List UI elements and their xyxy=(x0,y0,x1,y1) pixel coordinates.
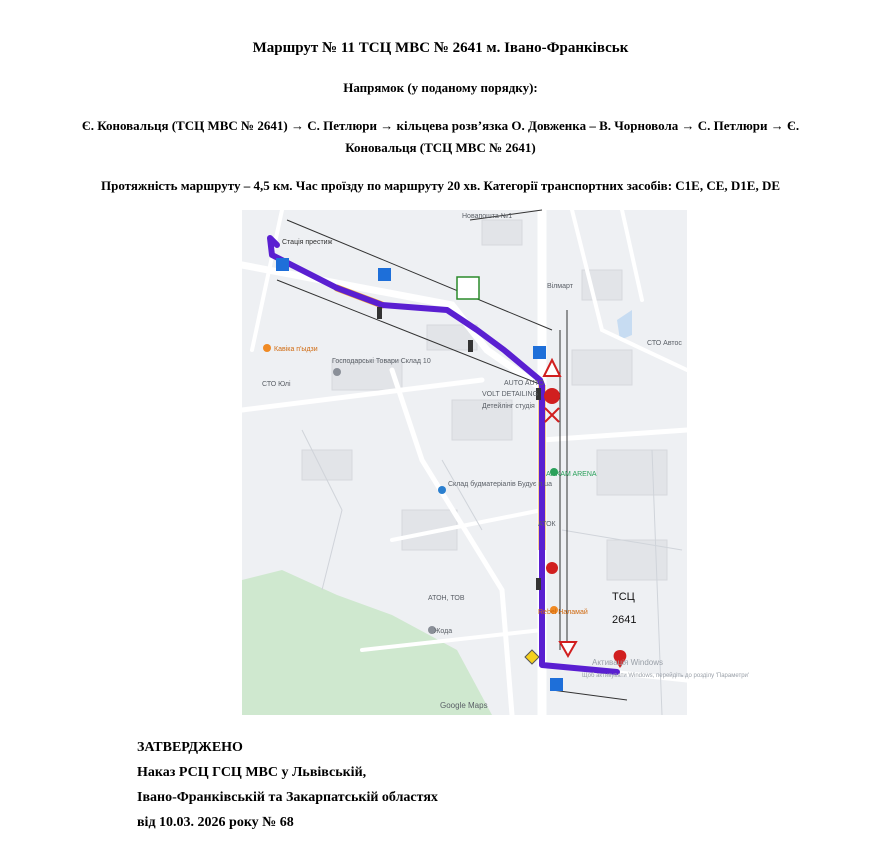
approval-regions-line: Івано-Франківській та Закарпатській областях xyxy=(137,790,438,805)
approval-heading: ЗАТВЕРДЖЕНО xyxy=(137,740,243,755)
poi-detail-studio: Детейлінг студія xyxy=(482,403,535,410)
approval-order-line: Наказ РСЦ ГСЦ МВС у Львівській, xyxy=(137,765,367,780)
approval-date-line: від 10.03. 2026 року № 68 xyxy=(137,815,294,830)
poi-atoh-tov: АТОН, ТОВ xyxy=(428,595,465,602)
route-length-text: Протяжність маршруту – 4,5 км. Час проїзду по маршруту 20 хв. Категорії транспортних засобів: С1Е, СЕ, D1E, DE xyxy=(100,178,781,193)
document-title: Маршрут № 11 ТСЦ МВС № 2641 м. Івано-Франківськ xyxy=(252,40,629,56)
approval-block xyxy=(137,735,438,835)
no-entry-sign-icon xyxy=(546,562,558,574)
stop-sign-icon xyxy=(544,388,560,404)
poi-avto: AUTO AUTO xyxy=(504,380,545,387)
poi-sto-yuli: СТО Юлі xyxy=(262,381,291,388)
poi-kaviya: Кавіка п'ыдзи xyxy=(274,346,318,353)
poi-volt: VOLT DETAILING xyxy=(482,391,539,398)
poi-novapost: Новапошта №1 xyxy=(462,213,513,220)
direction-label: Напрямок (у поданому порядку): xyxy=(343,80,538,95)
poi-arkam: ARKAM ARENA xyxy=(546,471,597,478)
poi-atok: АТОК xyxy=(538,521,556,528)
route-map xyxy=(242,210,750,715)
route-description-line-2: Коновальця (ТСЦ МВС № 2641) xyxy=(345,140,536,155)
poi-prestige: Стація престиж xyxy=(282,239,333,246)
windows-activation-label: Активація Windows xyxy=(592,658,664,667)
route-description-line-1: Є. Коновальця (ТСЦ МВС № 2641) → С. Петлюри → кільцева розв’язка О. Довженка – В. Чорновола → С. Петлюри → Є. xyxy=(81,118,800,133)
poi-rebel: Rebel Наламай xyxy=(538,609,588,616)
google-maps-label: Google Maps xyxy=(440,701,488,710)
junction-signboard-icon xyxy=(457,277,479,299)
poi-sklad-mat: Склад будматеріалів Будує п.ua xyxy=(448,481,552,488)
poi-vilmart: Вілмарт xyxy=(547,283,573,290)
poi-sklad: Господарські Товари Склад 10 xyxy=(332,358,431,365)
tsc-label-line1: ТСЦ xyxy=(612,591,635,603)
poi-zhoda: Жода xyxy=(434,628,453,635)
poi-sto: СТО Автос xyxy=(647,340,682,347)
tsc-label-line2: 2641 xyxy=(612,614,637,626)
windows-activation-sub: Щоб активувати Windows, перейдіть до розділу 'Параметри' xyxy=(582,673,750,679)
